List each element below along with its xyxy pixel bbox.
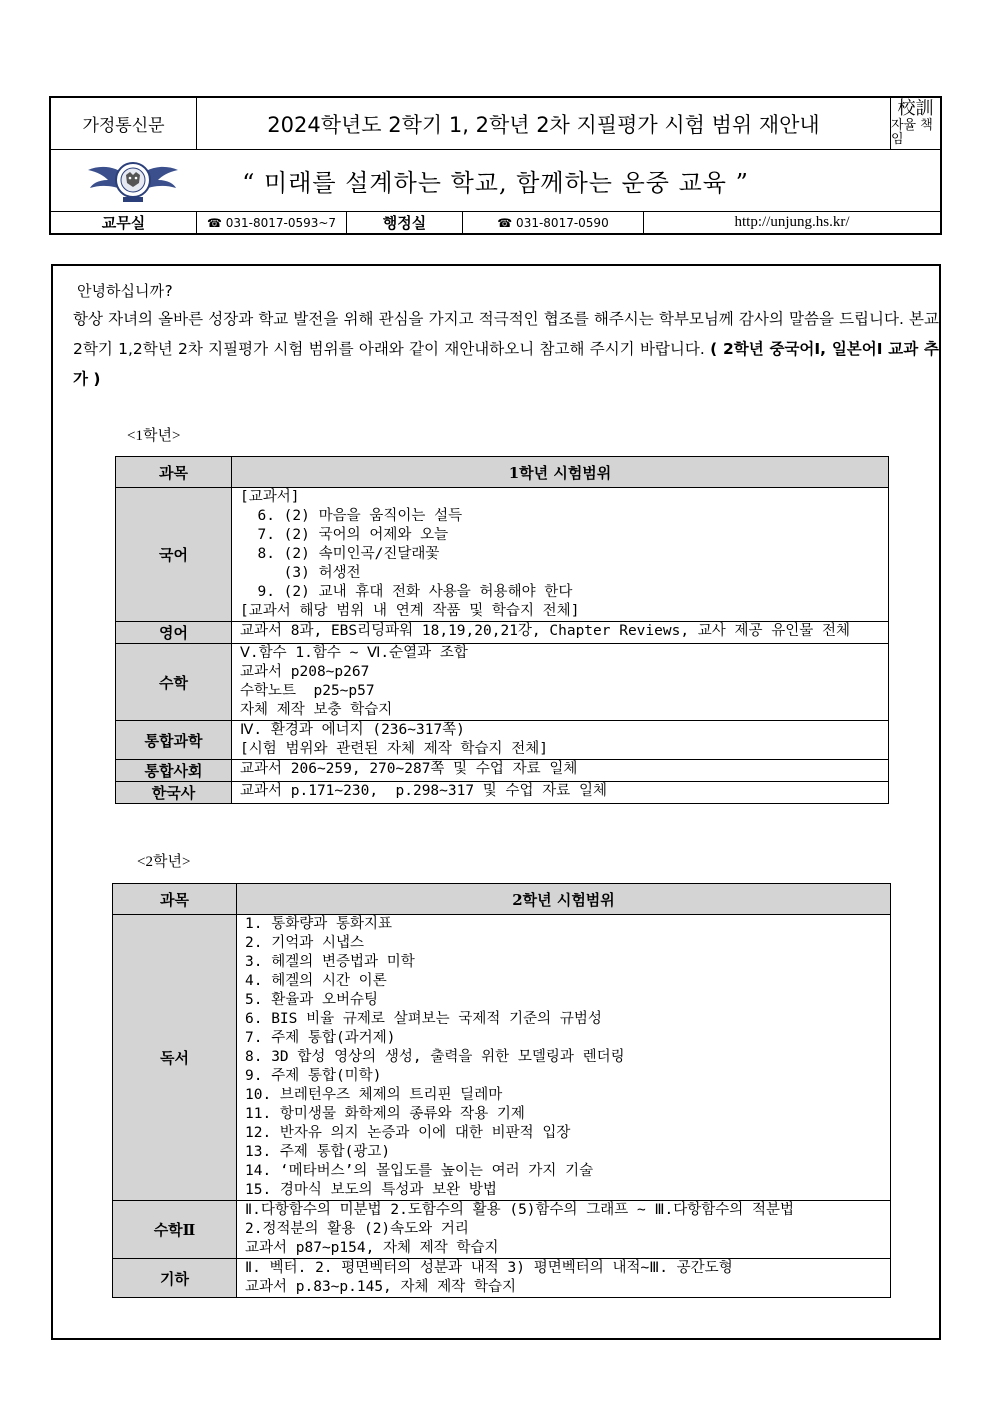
- table-row: [116, 721, 889, 760]
- subject-cell: 수학: [116, 644, 232, 721]
- col-range-header: 1학년 시험범위: [232, 457, 889, 488]
- range-line: 7. (2) 국어의 어제와 오늘: [240, 527, 449, 543]
- table-row: [113, 915, 891, 1201]
- grade2-table: [112, 883, 891, 1298]
- range-line: (3) 허생전: [240, 565, 361, 581]
- greeting: 안녕하십니까?: [77, 282, 173, 300]
- letter-body: [51, 264, 941, 1340]
- subject-cell: 통합과학: [116, 721, 232, 760]
- range-line: 수학노트 p25~p57: [240, 683, 375, 699]
- range-line: 12. 반자유 의지 논증과 이에 대한 비판적 입장: [245, 1125, 571, 1141]
- range-line: Ⅴ.함수 1.함수 ~ Ⅵ.순열과 조합: [240, 645, 468, 661]
- range-cell: [237, 1201, 891, 1259]
- subject-cell: 국어: [116, 488, 232, 622]
- table-row: [113, 1201, 891, 1259]
- range-line: 7. 주제 통합(과거제): [245, 1030, 396, 1046]
- range-line: 4. 헤겔의 시간 이론: [245, 973, 387, 989]
- school-url-link[interactable]: http://unjung.hs.kr/: [734, 214, 850, 230]
- range-line: [교과서 해당 범위 내 연계 작품 및 학습지 전체]: [240, 603, 580, 619]
- range-line: 10. 브레턴우즈 체제의 트리핀 딜레마: [245, 1087, 503, 1103]
- subject-cell: 한국사: [116, 782, 232, 804]
- grade1-table: [115, 456, 889, 804]
- range-line: Ⅱ.다항함수의 미분법 2.도함수의 활용 (5)함수의 그래프 ~ Ⅲ.다항함수의 적분법: [245, 1202, 795, 1218]
- range-line: 13. 주제 통합(광고): [245, 1144, 391, 1160]
- range-line: 9. (2) 교내 휴대 전화 사용을 허용해야 한다: [240, 584, 573, 600]
- range-line: [교과서]: [240, 489, 300, 505]
- range-line: Ⅱ. 벡터. 2. 평면벡터의 성분과 내적 3) 평면벡터의 내적~Ⅲ. 공간도형: [245, 1260, 733, 1276]
- subject-cell: 독서: [113, 915, 237, 1201]
- range-line: 8. 3D 합성 영상의 생성, 출력을 위한 모델링과 렌더링: [245, 1049, 625, 1065]
- motto-value: 자율 책임: [891, 118, 933, 148]
- range-cell: [232, 721, 889, 760]
- school-slogan: “ 미래를 설계하는 학교, 함께하는 운중 교육 ”: [242, 169, 749, 197]
- range-line: 11. 항미생물 화학제의 종류와 작용 기제: [245, 1106, 525, 1122]
- range-line: 5. 환율과 오버슈팅: [245, 992, 378, 1008]
- range-line: [시험 범위와 관련된 자체 제작 학습지 전체]: [240, 741, 548, 757]
- col-range-header: 2학년 시험범위: [237, 884, 891, 915]
- range-line: 9. 주제 통합(미학): [245, 1068, 382, 1084]
- table-row: [116, 622, 889, 644]
- range-line: 교과서 p.171~230, p.298~317 및 수업 자료 일체: [240, 783, 608, 799]
- office1-phone: ☎ 031-8017-0593~7: [197, 212, 347, 233]
- range-line: 1. 통화량과 통화지표: [245, 916, 392, 932]
- intro-paragraph: [73, 304, 939, 394]
- subject-cell: 영어: [116, 622, 232, 644]
- range-line: 6. (2) 마음을 움직이는 설득: [240, 508, 463, 524]
- range-line: 15. 경마식 보도의 특성과 보완 방법: [245, 1182, 497, 1198]
- range-cell: [237, 915, 891, 1201]
- col-subject-header: 과목: [116, 457, 232, 488]
- range-line: 교과서 8과, EBS리딩파워 18,19,20,21강, Chapter Reviews, 교사 제공 유인물 전체: [240, 623, 851, 639]
- range-line: 교과서 p208~p267: [240, 664, 370, 680]
- table-row: [116, 782, 889, 804]
- table-row: [116, 760, 889, 782]
- table-header-row: [116, 457, 889, 488]
- range-line: 3. 헤겔의 변증법과 미학: [245, 954, 415, 970]
- range-cell: [232, 622, 889, 644]
- range-line: 2. 기억과 시냅스: [245, 935, 364, 951]
- range-line: 8. (2) 속미인곡/진달래꽃: [240, 546, 440, 562]
- intro-note: ( 2학년 중국어I, 일본어I 교과 추가 ): [73, 340, 939, 388]
- grade2-heading: <2학년>: [137, 854, 191, 870]
- table-row: [116, 644, 889, 721]
- range-cell: [232, 644, 889, 721]
- range-line: 6. BIS 비율 규제로 살펴보는 국제적 기준의 규범성: [245, 1011, 602, 1027]
- subject-cell: 수학Ⅱ: [113, 1201, 237, 1259]
- subject-cell: 기하: [113, 1259, 237, 1298]
- range-line: Ⅳ. 환경과 에너지 (236~317쪽): [240, 722, 465, 738]
- range-cell: [237, 1259, 891, 1298]
- page-title: 2024학년도 2학기 1, 2학년 2차 지필평가 시험 범위 재안내: [197, 98, 891, 149]
- range-line: 자체 제작 보충 학습지: [240, 702, 393, 718]
- range-line: 교과서 p87~p154, 자체 제작 학습지: [245, 1240, 499, 1256]
- motto-title: 校訓: [897, 98, 934, 120]
- letterhead-title-row: [51, 98, 940, 150]
- office2-label: 행정실: [347, 212, 463, 233]
- letterhead-slogan-row: [51, 150, 940, 212]
- office2-phone: ☎ 031-8017-0590: [463, 212, 644, 233]
- grade1-heading: <1학년>: [127, 428, 181, 444]
- range-line: 2.정적분의 활용 (2)속도와 거리: [245, 1221, 469, 1237]
- intro-text: 항상 자녀의 올바른 성장과 학교 발전을 위해 관심을 가지고 적극적인 협조를 해주시는 학부모님께 감사의 말씀을 드립니다. 본교 2학기 1,2학년 2차 지필평가 시험 범위를 아래와 같이 재안내하오니 참고해 주시기 바랍니다.: [73, 310, 939, 358]
- range-line: 14. ‘메타버스’의 몰입도를 높이는 여러 가지 기술: [245, 1163, 594, 1179]
- subject-cell: 통합사회: [116, 760, 232, 782]
- range-line: 교과서 p.83~p.145, 자체 제작 학습지: [245, 1279, 517, 1295]
- table-header-row: [113, 884, 891, 915]
- contact-row: [51, 212, 940, 233]
- school-motto: [891, 98, 940, 149]
- table-row: [113, 1259, 891, 1298]
- range-cell: [232, 760, 889, 782]
- col-subject-header: 과목: [113, 884, 237, 915]
- range-cell: [232, 488, 889, 622]
- range-line: 교과서 206~259, 270~287쪽 및 수업 자료 일체: [240, 761, 578, 777]
- office1-label: 교무실: [51, 212, 197, 233]
- table-row: [116, 488, 889, 622]
- doc-type-label: 가정통신문: [51, 98, 197, 149]
- letterhead: [49, 96, 942, 235]
- range-cell: [232, 782, 889, 804]
